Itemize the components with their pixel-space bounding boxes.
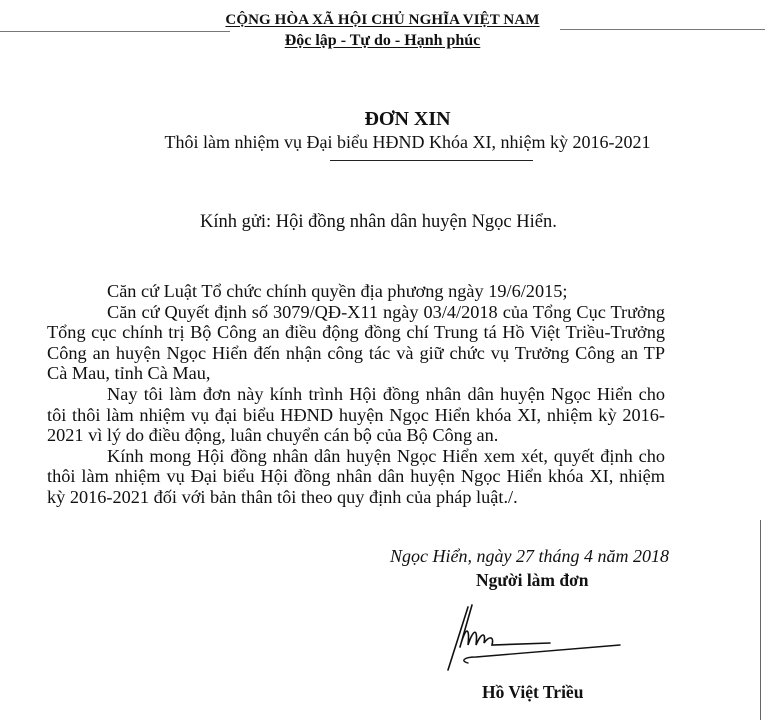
subtitle-rule — [330, 160, 533, 161]
paragraph-legal-basis-decision: Căn cứ Quyết định số 3079/QĐ-X11 ngày 03/4/2018 của Tổng Cục Trưởng Tổng cục chính trị Bộ Công an điều động đồng chí Trung tá Hồ Việt Triều-Trưởng Công an huyện Ngọc Hiển đến nhận công tác và giữ chức vụ Trưởng Công an TP Cà Mau, tỉnh Cà Mau, — [47, 301, 665, 384]
paragraph-request: Nay tôi làm đơn này kính trình Hội đồng nhân dân huyện Ngọc Hiển cho tôi thôi làm nhiệm vụ đại biểu HĐND huyện Ngọc Hiển khóa XI, nhiệm kỳ 2016-2021 vì lý do điều động, luân chuyển cán bộ của Bộ Công an. — [47, 383, 665, 446]
paragraph-legal-basis-law: Căn cứ Luật Tổ chức chính quyền địa phương ngày 19/6/2015; — [107, 281, 568, 301]
signer-name: Hồ Việt Triều — [482, 682, 584, 702]
signer-role: Người làm đơn — [476, 570, 589, 590]
document-body — [47, 281, 665, 508]
document-title: ĐƠN XIN — [364, 108, 451, 130]
document-subtitle: Thôi làm nhiệm vụ Đại biểu HĐND Khóa XI, nhiệm kỳ 2016-2021 — [164, 132, 651, 152]
signature-icon — [420, 585, 680, 685]
place-date: Ngọc Hiển, ngày 27 tháng 4 năm 2018 — [390, 546, 669, 566]
national-title: CỘNG HÒA XÃ HỘI CHỦ NGHĨA VIỆT NAM — [225, 12, 540, 28]
paragraph-closing: Kính mong Hội đồng nhân dân huyện Ngọc Hiển xem xét, quyết định cho thôi làm nhiệm vụ Đại biểu Hội đồng nhân dân huyện Ngọc Hiển khóa XI, nhiệm kỳ 2016-2021 đối với bản thân tôi theo quy định của pháp luật./. — [47, 445, 665, 507]
recipient-line: Kính gửi: Hội đồng nhân dân huyện Ngọc Hiển. — [200, 212, 557, 232]
national-motto: Độc lập - Tự do - Hạnh phúc — [284, 32, 481, 49]
scan-edge — [760, 520, 761, 720]
header-rule-right — [560, 29, 765, 30]
